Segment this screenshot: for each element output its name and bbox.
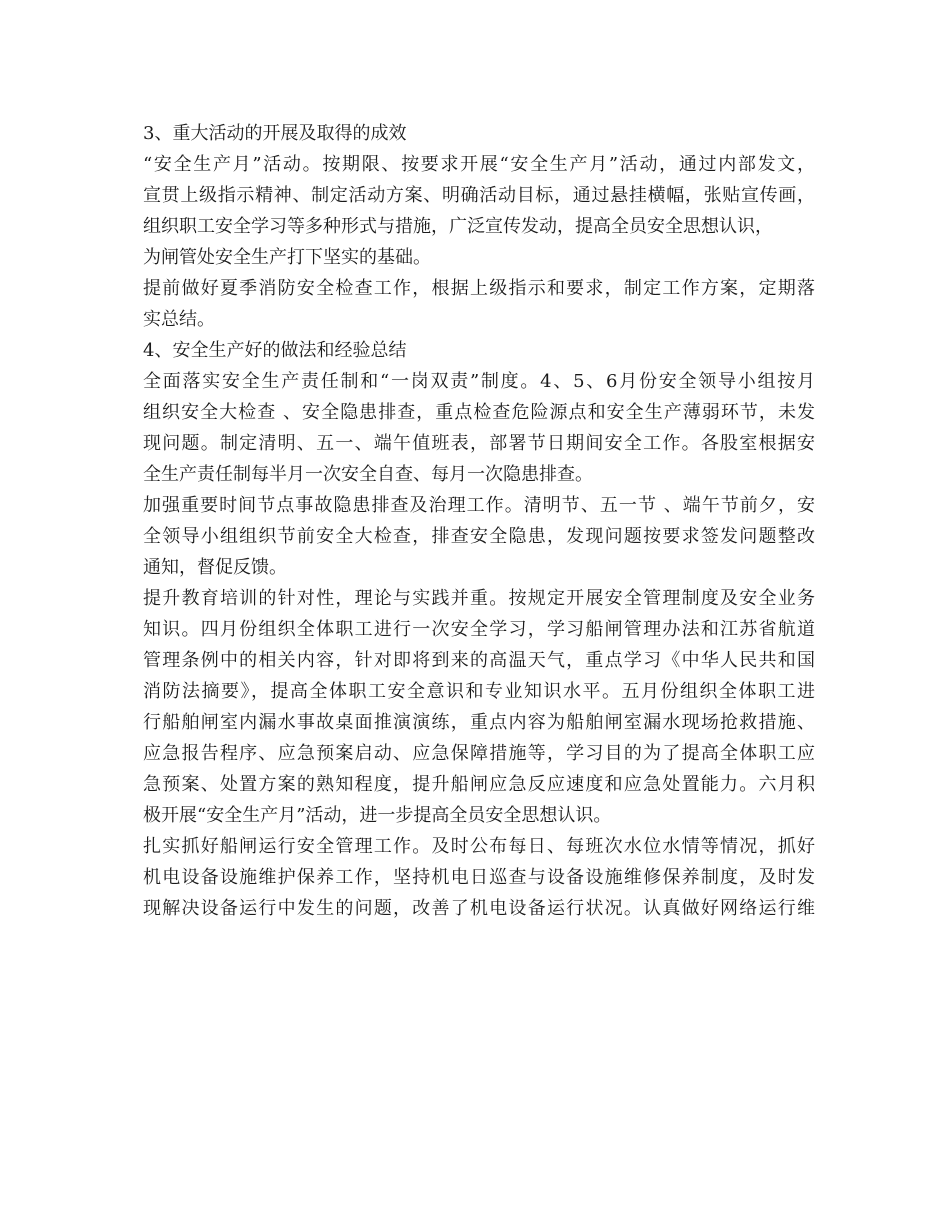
text-line: 全面落实安全生产责任制和“一岗双责”制度。4、5、6月份安全领导小组按月 [143,371,815,392]
text-line: 提前做好夏季消防安全检查工作，根据上级指示和要求，制定工作方案，定期落 [143,278,815,299]
text-line: 机电设备设施维护保养工作，坚持机电日巡查与设备设施维修保养制度，及时发 [143,867,815,888]
document-body [143,118,815,924]
text-line: 实总结。 [143,309,215,330]
text-line: 现问题。制定清明、五一、端午值班表，部署节日期间安全工作。各股室根据安 [143,433,815,454]
text-line: 管理条例中的相关内容，针对即将到来的高温天气，重点学习《中华人民共和国 [143,650,815,671]
text-line: 消防法摘要》，提高全体职工安全意识和专业知识水平。五月份组织全体职工进 [143,681,815,702]
text-line: 现解决设备运行中发生的问题，改善了机电设备运行状况。认真做好网络运行维 [143,898,815,919]
text-line: 4、安全生产好的做法和经验总结 [143,340,407,361]
text-line: 应急报告程序、应急预案启动、应急保障措施等，学习目的为了提高全体职工应 [143,743,815,764]
text-line: 组织职工安全学习等多种形式与措施，广泛宣传发动，提高全员安全思想认识， [143,216,773,237]
text-line: 知识。四月份组织全体职工进行一次安全学习，学习船闸管理办法和江苏省航道 [143,619,815,640]
text-line: 宣贯上级指示精神、制定活动方案、明确活动目标，通过悬挂横幅，张贴宣传画， [143,185,815,206]
text-line: 3、重大活动的开展及取得的成效 [143,123,407,144]
text-line: 为闸管处安全生产打下坚实的基础。 [143,247,431,268]
text-line: 提升教育培训的针对性，理论与实践并重。按规定开展安全管理制度及安全业务 [143,588,815,609]
text-line: 通知，督促反馈。 [143,557,287,578]
text-line: 扎实抓好船闸运行安全管理工作。及时公布每日、每班次水位水情等情况，抓好 [143,836,815,857]
text-line: 行船舶闸室内漏水事故桌面推演演练，重点内容为船舶闸室漏水现场抢救措施、 [143,712,815,733]
text-line: 全生产责任制每半月一次安全自查、每月一次隐患排查。 [143,464,593,485]
text-line: “安全生产月”活动。按期限、按要求开展“安全生产月”活动，通过内部发文， [143,154,815,175]
text-line: 组织安全大检查 、安全隐患排查，重点检查危险源点和安全生产薄弱环节，未发 [143,402,815,423]
text-line: 极开展“安全生产月”活动，进一步提高全员安全思想认识。 [143,805,612,826]
text-line: 加强重要时间节点事故隐患排查及治理工作。清明节、五一节 、端午节前夕，安 [143,495,815,516]
text-line: 急预案、处置方案的熟知程度，提升船闸应急反应速度和应急处置能力。六月积 [143,774,815,795]
text-line: 全领导小组组织节前安全大检查，排查安全隐患，发现问题按要求签发问题整改 [143,526,815,547]
